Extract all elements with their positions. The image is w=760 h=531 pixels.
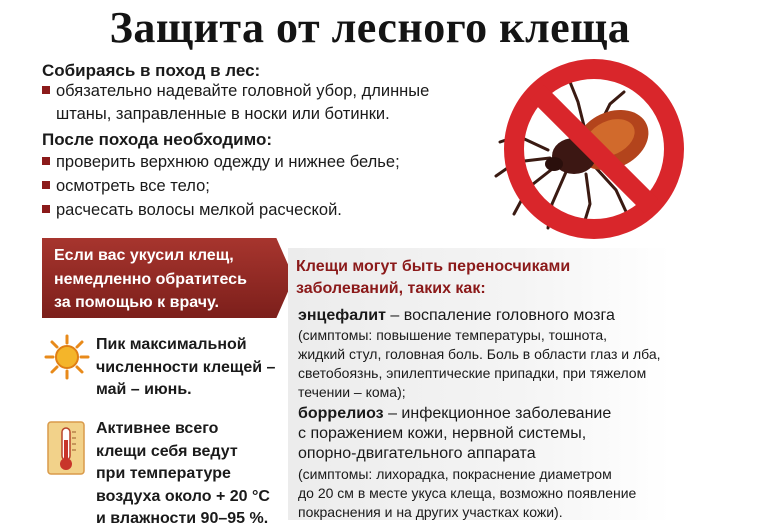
bullet-icon (42, 205, 50, 213)
bullet-icon (42, 86, 50, 94)
thermometer-icon (46, 420, 86, 476)
after-item (42, 151, 400, 174)
page-title: Защита от лесного клеща (109, 3, 631, 52)
encephalitis-desc: – воспаление головного мозга (385, 307, 615, 324)
hike-item (42, 80, 429, 103)
bullet-icon (42, 157, 50, 165)
borreliosis-line (298, 404, 678, 464)
after-item-text: проверить верхнюю одежду и нижнее белье; (56, 153, 400, 171)
hike-item-line2: штаны, заправленные в носки или ботинки. (56, 105, 390, 123)
after-item-text: расчесать волосы мелкой расческой. (56, 201, 342, 219)
after-item (42, 199, 342, 222)
sun-icon (44, 334, 90, 380)
activity-text: Активнее всего клещи себя ведут при температуре воздуха около + 20 °С и влажности 90–95 %. (96, 420, 270, 527)
hike-item-line1: обязательно надевайте головной убор, длинные (56, 82, 430, 100)
peak-text: Пик максимальной численности клещей – май – июнь. (96, 336, 276, 398)
after-item-text: осмотреть все тело; (56, 177, 210, 195)
diseases-title: Клещи могут быть переносчиками заболеваний, таких как: (296, 258, 571, 297)
borreliosis-symptoms: (симптомы: лихорадка, покраснение диаметром до 20 см в месте укуса клеща, возможно появление покраснения и на других участках кожи). (298, 466, 637, 520)
hike-heading: Собираясь в поход в лес: (42, 61, 261, 80)
after-heading: После похода необходимо: (42, 130, 272, 149)
encephalitis-name: энцефалит (298, 307, 386, 324)
bite-notice: Если вас укусил клещ, немедленно обратитесь за помощью к врачу. (54, 247, 247, 311)
after-item (42, 175, 210, 198)
no-tick-icon (478, 58, 710, 240)
borreliosis-name: боррелиоз (298, 405, 384, 422)
bullet-icon (42, 181, 50, 189)
encephalitis-line (298, 306, 678, 326)
borreliosis-desc: – инфекционное заболевание с поражением кожи, нервной системы, опорно-двигательного аппарата (298, 405, 612, 462)
encephalitis-symptoms: (симптомы: повышение температуры, тошнота, жидкий стул, головная боль. Боль в области глаз и лба, светобоязнь, эпилептические припадки, при тяжелом течении – кома); (298, 327, 661, 400)
